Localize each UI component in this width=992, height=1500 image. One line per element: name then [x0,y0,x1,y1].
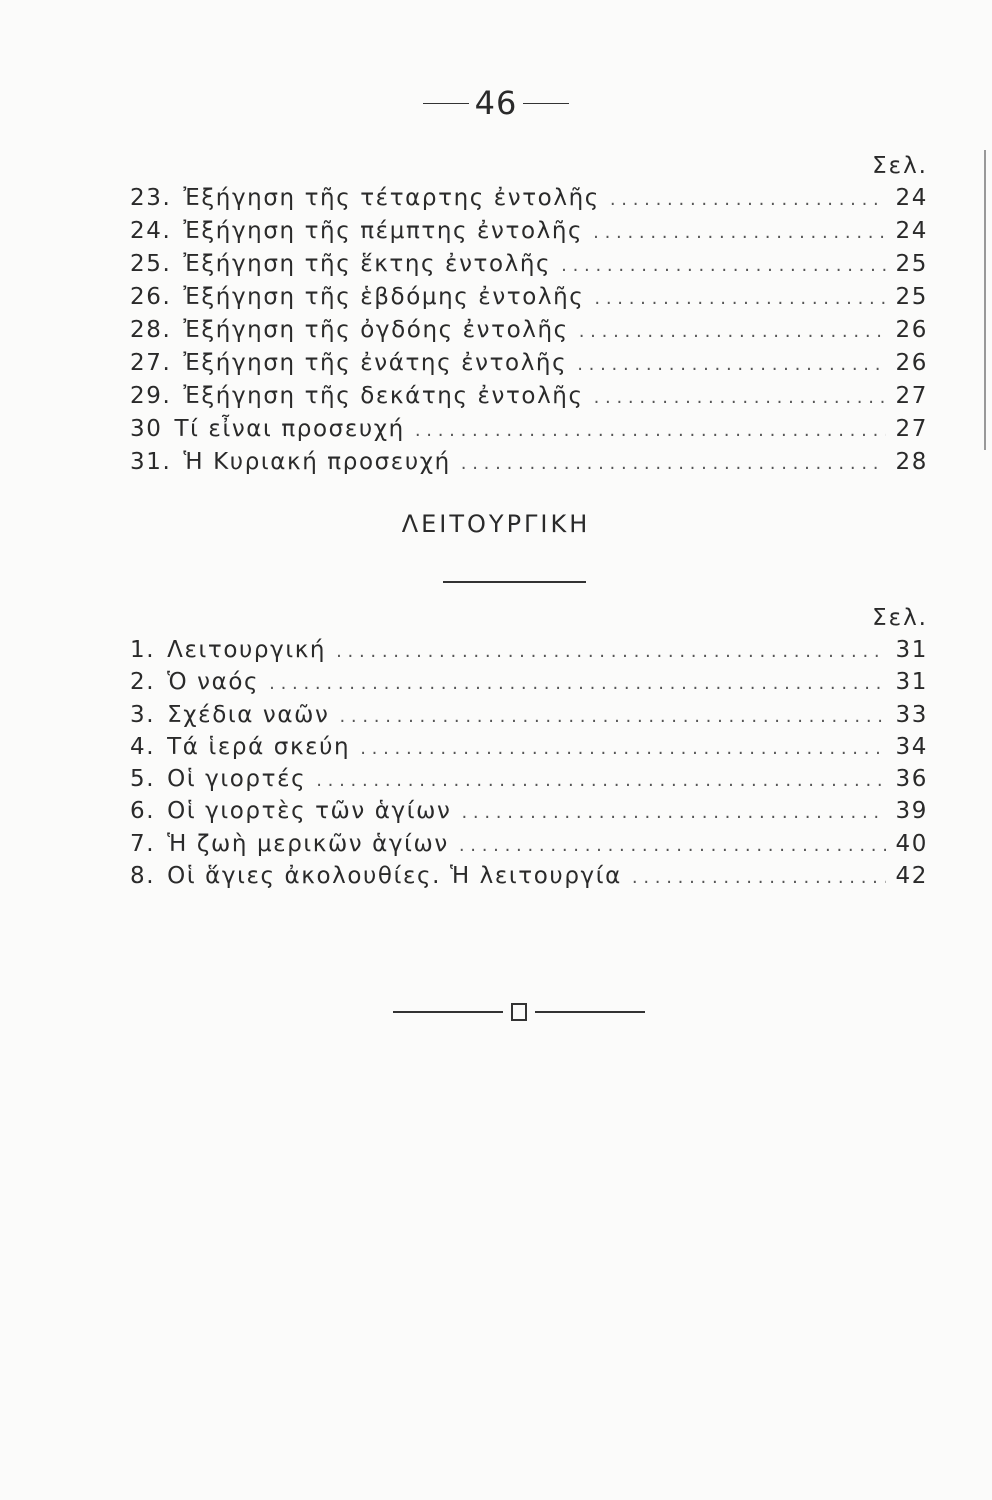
entry-title: Τί εἶναι προσευχή [174,416,405,442]
ornament-line-right [535,1011,645,1013]
header-dash-right [523,103,569,104]
section-divider [443,581,586,583]
entry-page: 24 [895,218,928,244]
entry-number: 2. [130,669,156,696]
dot-leader [461,797,885,827]
entry-number: 24. [130,218,172,244]
dot-leader [316,765,885,795]
dot-leader [594,381,886,413]
toc-entry [130,666,930,698]
toc-entry [130,860,930,892]
entry-title: Οἱ ἅγιες ἀκολουθίες. Ἡ λειτουργία [167,863,622,890]
entry-page: 31 [895,669,928,696]
entry-page: 28 [895,449,928,475]
entry-number: 8. [130,863,156,890]
entry-number: 7. [130,830,156,857]
entry-title: Ἐξήγηση τῆς ἕκτης ἐντολῆς [183,251,552,277]
dot-leader [632,862,886,892]
page-column-label: Σελ. [872,153,928,179]
page-number: 46 [474,84,518,122]
entry-title: Λειτουργική [167,637,327,663]
section-heading: ΛΕΙΤΟΥΡΓΙΚΗ [401,510,591,538]
toc-entry [130,380,930,413]
dot-leader [269,668,885,698]
entry-page: 27 [895,416,928,442]
dot-leader [339,701,885,731]
entry-page: 42 [895,863,928,890]
end-ornament [384,1000,654,1024]
dot-leader [415,414,886,446]
toc-entry [130,248,930,281]
entry-title: Ἐξήγηση τῆς ἐνάτης ἐντολῆς [183,350,568,376]
dot-leader [610,183,886,215]
page-header [0,84,992,122]
page-edge-mark [984,150,986,450]
dot-leader [577,348,885,380]
dot-leader [594,282,885,314]
entry-number: 27. [130,350,172,376]
entry-title: Ἐξήγηση τῆς πέμπτης ἐντολῆς [183,218,584,244]
toc-entry [130,347,930,380]
entry-number: 25. [130,251,172,277]
ornament-line-left [393,1011,503,1013]
entry-title: Ἐξήγηση τῆς τέταρτης ἐντολῆς [183,185,600,211]
entry-page: 40 [895,830,928,857]
entry-number: 28. [130,317,172,343]
entry-page: 33 [895,701,928,728]
dot-leader [459,830,886,860]
entry-title: Ἐξήγηση τῆς ὀγδόης ἐντολῆς [183,317,569,343]
dot-leader [593,216,885,248]
toc-entry [130,446,930,479]
dot-leader [579,315,886,347]
entry-title: Ὁ ναός [167,669,260,696]
entry-number: 23. [130,185,172,211]
toc-entry [130,795,930,827]
entry-page: 26 [895,317,928,343]
toc-entry [130,314,930,347]
entry-number: 1. [130,637,156,663]
entry-number: 3. [130,701,156,728]
entry-page: 34 [895,733,928,760]
toc-entry [130,699,930,731]
table-of-contents-part-2 [130,602,930,892]
entry-title: Ἡ ζωὴ μερικῶν ἁγίων [167,830,449,857]
entry-page: 36 [895,766,928,793]
square-ornament-icon [511,1003,527,1021]
toc-entry [130,281,930,314]
entry-title: Οἱ γιορτές [167,766,307,793]
toc-entry [130,828,930,860]
entry-number: 5. [130,766,156,793]
table-of-contents-part-1 [130,150,930,479]
entry-page: 25 [895,284,928,310]
dot-leader [360,733,885,763]
entry-number: 30 [130,416,163,442]
entry-title: Ἐξήγηση τῆς ἑβδόμης ἐντολῆς [183,284,585,310]
toc-entry [130,763,930,795]
dot-leader [461,447,886,479]
toc-entry [130,731,930,763]
entry-page: 25 [895,251,928,277]
toc-entry [130,413,930,446]
entry-title: Ἡ Κυριακή προσευχή [183,449,451,475]
toc-entry [130,182,930,215]
toc-entry [130,215,930,248]
entry-title: Τά ἱερά σκεύη [167,733,351,760]
entry-number: 26. [130,284,172,310]
entry-title: Σχέδια ναῶν [167,701,330,728]
entry-number: 29. [130,383,172,409]
page-column-label: Σελ. [872,605,928,631]
dot-leader [561,249,885,281]
entry-title: Ἐξήγηση τῆς δεκάτης ἐντολῆς [183,383,584,409]
entry-page: 26 [895,350,928,376]
entry-title: Οἱ γιορτὲς τῶν ἁγίων [167,798,452,825]
header-dash-left [423,103,469,104]
toc-entry [130,634,930,666]
entry-page: 27 [895,383,928,409]
entry-number: 31. [130,449,172,475]
entry-number: 4. [130,733,156,760]
entry-page: 31 [895,637,928,663]
dot-leader [336,636,885,666]
entry-page: 39 [895,798,928,825]
entry-page: 24 [895,185,928,211]
entry-number: 6. [130,798,156,825]
